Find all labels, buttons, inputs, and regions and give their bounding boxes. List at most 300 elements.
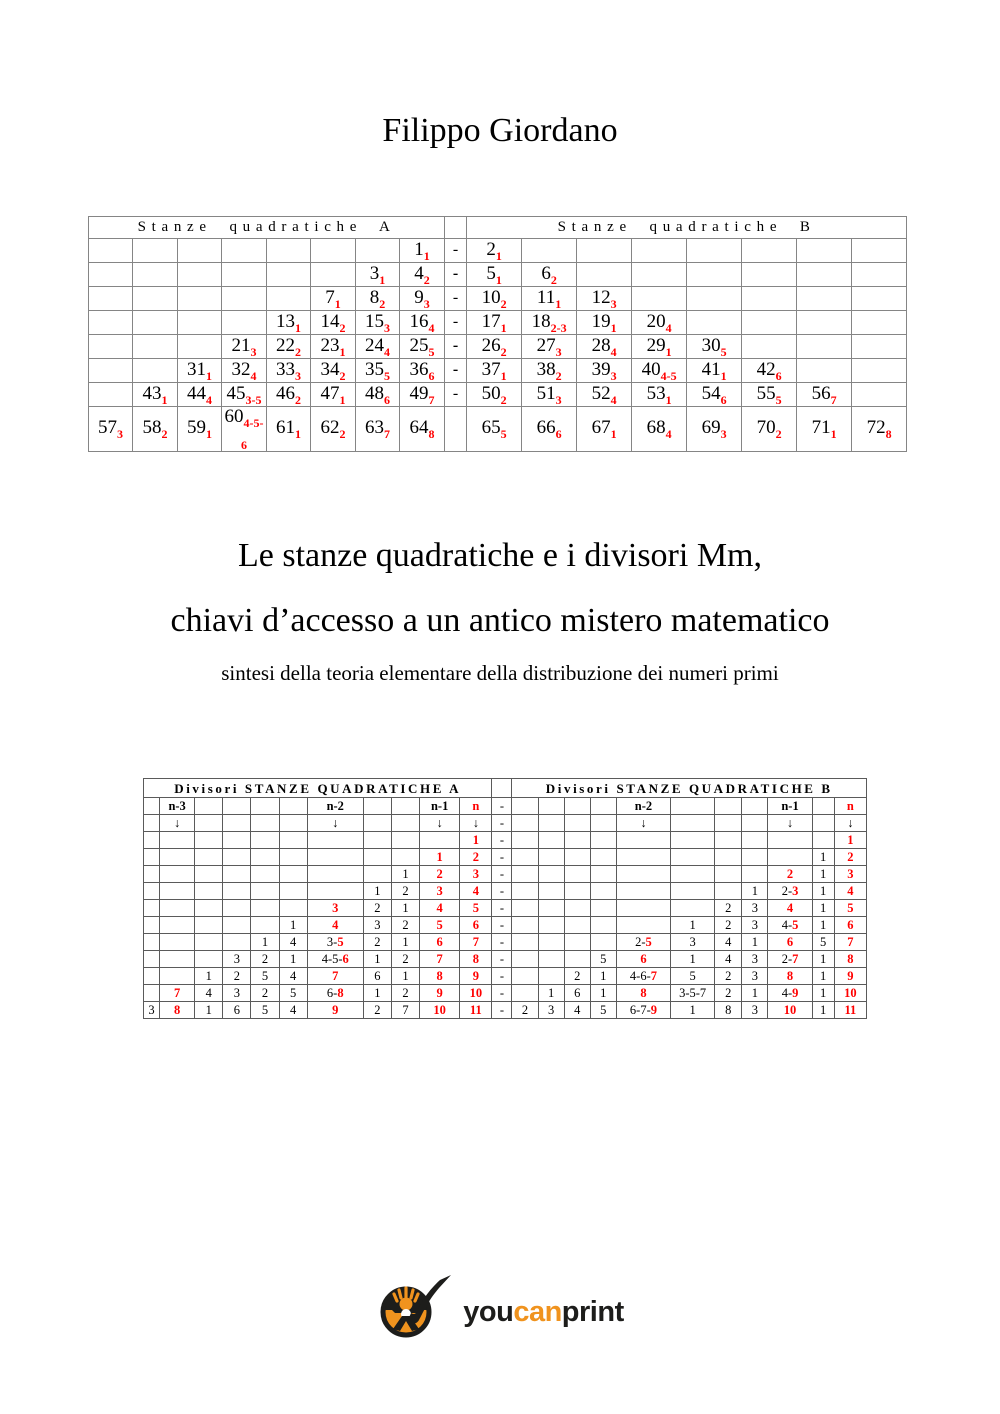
divisor-cell [195,866,223,883]
stanza-number: 67 [591,416,611,438]
stanza-cell [742,311,797,335]
divisor-cell [564,934,590,951]
divisor-key-value: 3 [332,900,339,915]
divisor-cell [512,951,538,968]
divisor-value: n-2 [634,798,653,813]
divisori-row [144,815,867,832]
divisor-key-value: 8 [436,968,443,983]
divisor-value: 1 [820,951,827,966]
divisor-cell [251,866,279,883]
divisor-cell [671,968,715,985]
stanza-number: 28 [591,334,611,356]
divisor-value: ↓ [847,815,854,830]
stanza-cell [400,239,445,263]
divisor-cell [812,798,834,815]
divisor-cell [812,951,834,968]
stanza-number: 52 [591,382,611,404]
stanza-cell [467,239,522,263]
divisor-cell [144,934,160,951]
divisor-cell [144,951,160,968]
divisor-cell [834,883,866,900]
divisor-cell [512,849,538,866]
divisor-cell [391,917,419,934]
stanza-subscript: 1 [495,248,502,263]
stanza-subscript: 1 [665,344,672,359]
stanza-subscript: 4-5 [660,368,677,383]
stanza-number: 71 [811,416,831,438]
separator-cell: - [492,985,512,1002]
divisor-cell [420,883,460,900]
divisor-key-value: 2 [436,866,443,881]
divisor-cell [671,900,715,917]
divisor-cell [512,883,538,900]
stanza-cell [356,383,400,407]
divisor-cell [391,815,419,832]
stanza-subscript: 2 [555,368,562,383]
stanza-number: 46 [276,382,295,404]
stanza-subscript: 1 [610,320,617,335]
divisor-cell [564,832,590,849]
divisor-value: 2 [521,1002,529,1017]
stanza-cell [178,239,222,263]
stanza-subscript: 1 [206,368,212,383]
divisor-cell [391,934,419,951]
divisor-key-value: 5 [337,934,344,949]
divisor-value: 8 [725,1002,732,1017]
divisor-cell [564,1002,590,1019]
stanza-cell [222,383,267,407]
separator-cell: - [445,383,467,407]
divisor-key-value: 6 [436,934,443,949]
stanza-cell [133,359,178,383]
divisor-cell [812,849,834,866]
divisor-cell [279,798,307,815]
divisor-cell [420,968,460,985]
stanza-subscript: 2-3 [550,320,567,335]
divisor-cell [715,985,742,1002]
divisor-cell [768,968,812,985]
divisor-cell [742,917,768,934]
stanze-row [89,263,907,287]
divisor-value: 3 [751,951,759,966]
divisor-cell [512,917,538,934]
separator-cell: - [492,917,512,934]
stanza-cell [222,359,267,383]
stanza-cell [852,359,907,383]
stanza-cell [222,335,267,359]
stanza-subscript: 6 [775,368,782,383]
stanza-cell [632,359,687,383]
divisor-cell [671,832,715,849]
divisor-cell [144,883,160,900]
stanza-cell [852,335,907,359]
divisori-row [144,968,867,985]
stanza-subscript: 8 [885,426,892,441]
stanza-cell [178,335,222,359]
stanza-subscript: 1 [295,426,301,441]
divisor-cell [460,968,492,985]
divisor-cell [812,900,834,917]
divisor-value: 1 [751,883,759,898]
divisor-value: 3 [751,917,759,932]
stanza-cell [178,383,222,407]
divisor-cell [363,985,391,1002]
divisor-cell [671,1002,715,1019]
divisor-cell [538,883,564,900]
stanza-subscript: 1 [295,320,301,335]
divisor-cell [391,951,419,968]
divisor-cell [363,900,391,917]
top-table-header-row [89,217,907,239]
divisor-cell [768,934,812,951]
divisor-cell [251,815,279,832]
stanza-cell [687,287,742,311]
divisor-value: 1 [751,985,759,1000]
stanza-number: 64 [409,416,429,438]
divisor-cell [742,832,768,849]
divisor-cell [195,815,223,832]
stanza-cell [687,311,742,335]
stanza-subscript: 6 [384,392,390,407]
separator-cell: - [492,934,512,951]
separator-cell: - [492,798,512,815]
divisor-value: 2- [635,934,646,949]
divisor-cell [363,883,391,900]
divisor-value: 1 [402,866,409,881]
stanza-number: 21 [231,334,251,356]
divisor-cell [251,968,279,985]
stanza-number: 2 [486,238,496,260]
stanza-cell [267,263,311,287]
divisor-cell [834,917,866,934]
divisor-cell [223,934,251,951]
divisor-cell [391,900,419,917]
divisor-cell [279,883,307,900]
divisor-cell [671,866,715,883]
divisor-value: 2 [233,968,240,983]
divisor-cell [590,985,616,1002]
stanza-cell [178,263,222,287]
divisor-cell [160,883,195,900]
stanza-cell [222,239,267,263]
divisor-cell [251,917,279,934]
stanza-number: 49 [409,382,429,404]
divisor-value: 1 [205,968,212,983]
stanza-cell [178,407,222,452]
stanza-cell [467,311,522,335]
divisor-cell [223,866,251,883]
divisor-key-value: 8 [337,985,344,1000]
stanza-cell [133,407,178,452]
stanza-number: 4 [414,262,424,284]
divisor-cell [307,866,363,883]
divisor-cell [538,934,564,951]
stanza-number: 16 [409,310,429,332]
stanza-cell [797,407,852,452]
divisor-cell [715,1002,742,1019]
stanza-number: 59 [187,416,206,438]
logo-wordmark [463,1296,623,1329]
divisor-value: 4 [289,934,297,949]
stanza-cell [178,287,222,311]
divisor-cell [223,1002,251,1019]
stanza-cell [687,383,742,407]
stanza-cell [467,359,522,383]
logo-text-can: can [513,1295,562,1328]
stanza-subscript: 2 [339,368,346,383]
stanza-number: 26 [481,334,501,356]
divisor-cell [715,917,742,934]
stanza-cell [89,407,133,452]
divisori-a-header: Divisori STANZE QUADRATICHE A [144,779,492,798]
divisor-value: 1 [751,934,759,949]
divisor-value: 1 [374,883,381,898]
stanza-cell [632,383,687,407]
stanza-cell [267,359,311,383]
divisor-value: 1 [374,985,381,1000]
divisor-cell [564,798,590,815]
divisor-cell [420,951,460,968]
divisor-key-value: 8 [472,951,479,966]
stanza-subscript: 7 [428,392,435,407]
divisor-cell [279,1002,307,1019]
stanza-number: 56 [811,382,831,404]
divisor-cell [616,951,670,968]
divisor-cell [391,832,419,849]
divisor-value: ↓ [472,815,479,830]
separator-cell: - [492,883,512,900]
divisor-cell [195,1002,223,1019]
stanza-number: 50 [481,382,501,404]
divisor-cell [460,832,492,849]
stanza-number: 5 [486,262,496,284]
stanza-subscript: 2 [775,426,782,441]
divisor-cell [590,849,616,866]
divisor-value: 2 [261,951,269,966]
divisor-value: 4-5- [321,951,343,966]
stanza-cell [687,407,742,452]
divisori-stanze-quadratiche-table [143,778,867,1019]
stanza-number: 10 [481,286,501,308]
stanza-subscript: 4 [665,320,672,335]
stanza-subscript: 1 [206,426,212,441]
divisor-key-value: 5 [472,900,479,915]
divisor-cell [420,866,460,883]
divisor-value: 3 [233,985,240,1000]
divisor-value: 2 [574,968,581,983]
divisor-cell [590,900,616,917]
stanza-number: 62 [320,416,340,438]
divisor-cell [715,968,742,985]
divisor-cell [768,849,812,866]
divisor-cell [512,1002,538,1019]
divisor-value: 6 [374,968,381,983]
stanza-cell [522,335,577,359]
stanza-cell [632,287,687,311]
divisor-cell [512,832,538,849]
stanza-subscript: 5 [384,368,390,383]
stanza-subscript: 5 [500,426,507,441]
stanza-subscript: 3 [610,368,617,383]
divisor-cell [768,900,812,917]
stanza-cell [467,287,522,311]
stanza-subscript: 1 [500,320,507,335]
divisor-cell [195,985,223,1002]
divisor-cell [363,832,391,849]
divisor-cell [307,951,363,968]
divisor-cell [251,934,279,951]
stanza-number: 8 [369,286,380,308]
stanza-subscript: 7 [384,426,390,441]
divisor-key-value: 7 [174,985,181,1000]
divisor-cell [616,883,670,900]
stanza-subscript: 3 [117,426,123,441]
divisor-value: 6 [233,1002,240,1017]
divisor-cell [742,866,768,883]
stanza-number: 42 [756,358,776,380]
divisor-cell [715,934,742,951]
divisori-row [144,951,867,968]
divisor-value: 1 [689,1002,696,1017]
stanza-cell [687,359,742,383]
divisor-cell [420,832,460,849]
divisor-cell [742,900,768,917]
divisor-cell [538,832,564,849]
divisor-cell [812,815,834,832]
divisor-cell [195,832,223,849]
stanza-subscript: 1 [830,426,837,441]
stanza-cell [267,311,311,335]
divisor-cell [160,951,195,968]
divisor-value: 5 [261,1002,269,1017]
divisor-key-value: 9 [472,968,479,983]
divisor-cell [420,798,460,815]
stanza-cell [577,263,632,287]
divisor-cell [160,798,195,815]
stanza-subscript: 1 [161,392,168,407]
stanza-subscript: 3 [423,296,430,311]
stanza-cell [267,407,311,452]
divisor-cell [564,951,590,968]
divisor-cell [812,866,834,883]
divisor-cell [223,968,251,985]
divisor-key-value: 7 [472,934,479,949]
stanza-cell [222,263,267,287]
divisor-cell [812,917,834,934]
divisori-b-header: Divisori STANZE QUADRATICHE B [512,779,867,798]
stanza-number: 55 [756,382,776,404]
stanza-cell [400,263,445,287]
stanza-subscript: 3 [555,392,562,407]
divisori-row [144,934,867,951]
divisor-cell [812,985,834,1002]
stanza-number: 43 [142,382,162,404]
separator-cell: - [492,951,512,968]
header-gap-cell [492,779,512,798]
stanza-subscript: 3 [555,344,562,359]
divisor-value: ↓ [332,815,339,830]
divisor-value: 1 [205,1002,212,1017]
stanza-cell [687,239,742,263]
stanza-cell [311,359,356,383]
divisor-value: n-2 [326,798,344,813]
stanza-number: 19 [591,310,611,332]
stanza-subscript: 5 [720,344,727,359]
divisor-key-value: 10 [469,985,483,1000]
divisor-value: n-3 [168,798,186,813]
divisor-value: 4 [725,951,732,966]
stanza-cell [577,287,632,311]
stanza-cell [89,239,133,263]
divisor-cell [391,798,419,815]
divisor-cell [538,985,564,1002]
divisor-value: 4 [205,985,212,1000]
divisor-cell [251,798,279,815]
divisor-value: 1 [820,883,827,898]
stanza-cell [577,239,632,263]
divisor-value: 1 [820,849,827,864]
stanza-subscript: 4 [206,392,212,407]
divisor-key-value: 5 [645,934,652,949]
divisor-cell [564,883,590,900]
stanza-subscript: 8 [428,426,435,441]
divisor-value: 1 [820,1002,827,1017]
stanza-number: 32 [231,358,251,380]
divisor-cell [742,1002,768,1019]
divisor-cell [616,866,670,883]
stanza-cell [852,311,907,335]
divisor-cell [538,798,564,815]
stanza-cell [222,407,267,452]
stanza-number: 18 [531,310,551,332]
stanza-subscript: 2 [339,426,346,441]
divisor-cell [144,866,160,883]
stanza-cell [400,335,445,359]
bottom-table-header-row [144,779,867,798]
divisori-row [144,798,867,815]
divisor-cell [538,815,564,832]
divisor-value: 2 [261,985,269,1000]
divisor-cell [251,985,279,1002]
divisor-key-value: 4 [786,900,794,915]
separator-cell: - [492,815,512,832]
stanza-cell [356,263,400,287]
divisor-value: 2 [725,900,732,915]
stanza-cell [133,335,178,359]
stanza-subscript: 6 [555,426,562,441]
divisor-cell [279,849,307,866]
stanza-cell [267,383,311,407]
divisor-cell [616,849,670,866]
stanza-number: 33 [276,358,295,380]
stanza-number: 57 [98,416,117,438]
divisor-key-value: 4 [436,900,443,915]
divisor-key-value: 7 [847,934,854,949]
divisor-key-value: 10 [783,1002,797,1017]
stanza-cell [311,311,356,335]
divisor-cell [363,968,391,985]
divisor-cell [144,832,160,849]
stanza-cell [400,311,445,335]
divisor-value: 3-5-7 [679,985,707,1000]
stanza-subscript: 1 [339,344,346,359]
divisor-cell [223,917,251,934]
divisor-cell [195,934,223,951]
divisor-key-value: 9 [436,985,443,1000]
divisor-cell [307,815,363,832]
divisor-value: 5 [261,968,269,983]
stanza-number: 14 [320,310,340,332]
